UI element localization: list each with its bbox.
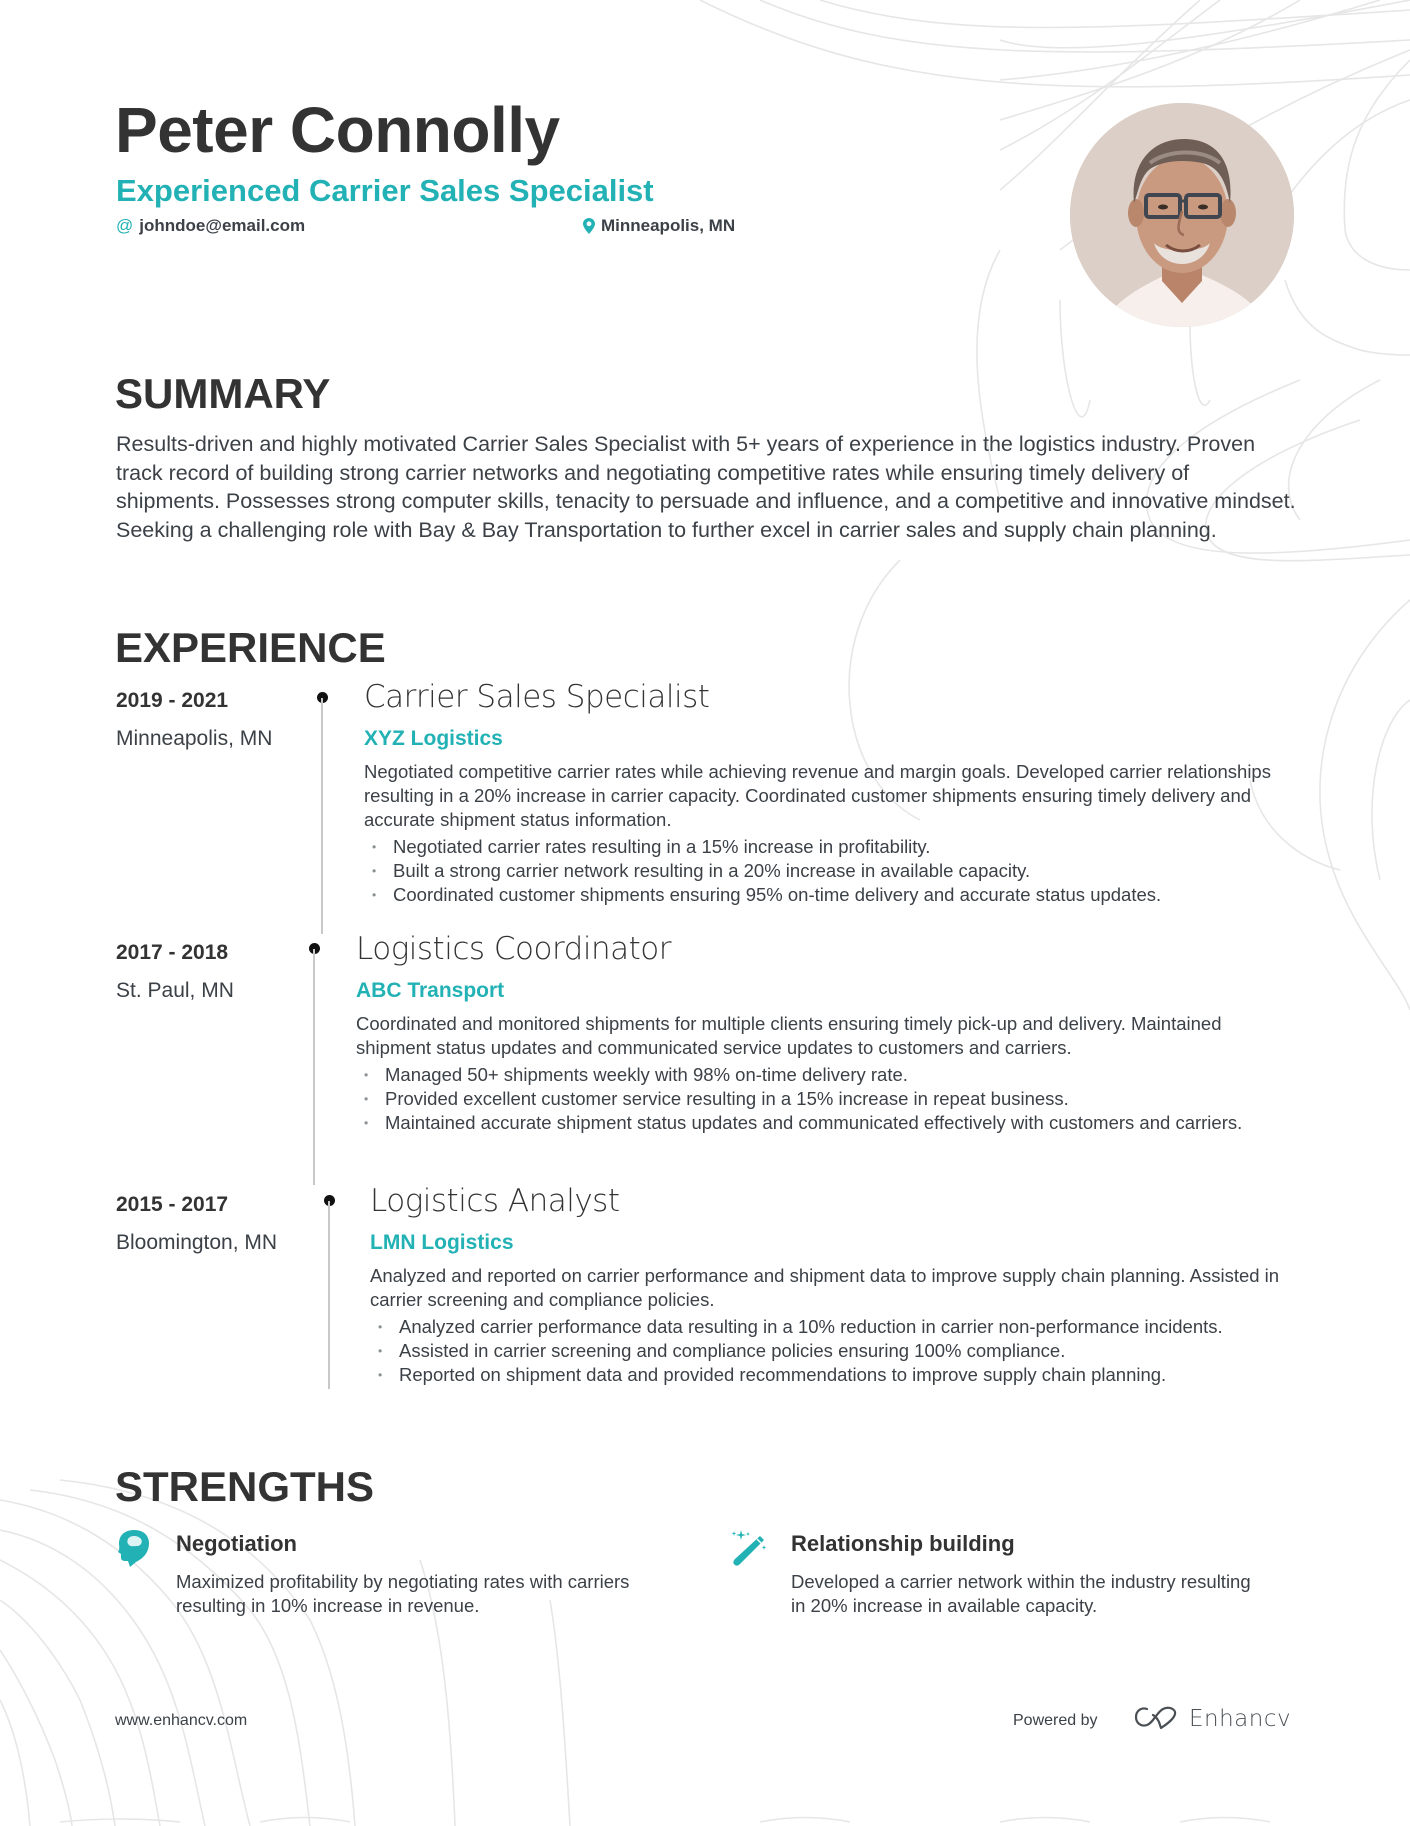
experience-dates: 2017 - 2018 bbox=[116, 941, 229, 964]
experience-location: Minneapolis, MN bbox=[116, 727, 273, 750]
timeline-line bbox=[313, 949, 315, 1185]
enhancv-brand-name: Enhancv bbox=[1189, 1706, 1292, 1732]
email-text: johndoe@email.com bbox=[139, 216, 306, 235]
powered-by-label: Powered by bbox=[1013, 1712, 1098, 1729]
experience-body bbox=[356, 931, 1286, 1135]
experience-dates: 2019 - 2021 bbox=[116, 689, 229, 712]
enhancv-brand[interactable] bbox=[1133, 1704, 1291, 1735]
strength-title: Relationship building bbox=[791, 1531, 1015, 1556]
job-description: Analyzed and reported on carrier performance and shipment data to improve supply chain planning. Assisted in carrier screening and compliance policies. bbox=[370, 1265, 1280, 1310]
timeline-line bbox=[328, 1201, 330, 1389]
achievement-item: • Provided excellent customer service resulting in a 15% increase in repeat business. bbox=[356, 1087, 1286, 1111]
job-description: Negotiated competitive carrier rates while achieving revenue and margin goals. Developed carrier relationships resulting in a 20% increase in carrier capacity. Coordinated customer shipments ensuring timely delivery and accurate shipment status information. bbox=[364, 761, 1271, 830]
job-description: Coordinated and monitored shipments for multiple clients ensuring timely pick-up and delivery. Maintained shipment status updates and communicated service updates to customers and carriers. bbox=[356, 1013, 1222, 1058]
candidate-name: Peter Connolly bbox=[115, 94, 560, 166]
achievement-item: • Assisted in carrier screening and compliance policies ensuring 100% compliance. bbox=[370, 1339, 1300, 1363]
experience-body bbox=[364, 679, 1284, 907]
contact-location bbox=[583, 217, 735, 234]
strength-description: Maximized profitability by negotiating rates with carriers resulting in 10% increase in revenue. bbox=[176, 1571, 630, 1616]
experience-location: Bloomington, MN bbox=[116, 1231, 278, 1254]
profile-photo bbox=[1070, 103, 1294, 327]
experience-location: St. Paul, MN bbox=[116, 979, 234, 1002]
achievement-item: • Analyzed carrier performance data resulting in a 10% reduction in carrier non-performance incidents. bbox=[370, 1315, 1300, 1339]
enhancv-logo-icon bbox=[1133, 1704, 1179, 1735]
at-icon: @ bbox=[116, 216, 134, 235]
summary-text: Results-driven and highly motivated Carrier Sales Specialist with 5+ years of experience in the logistics industry. Proven track record of building strong carrier networks and negotiating competitive rates while ensuring timely delivery of shipments. Possesses strong computer skills, tenacity to persuade and influence, and a competitive and innovative mindset. Seeking a challenging role with Bay & Bay Transportation to further excel in carrier sales and supply chain planning. bbox=[116, 432, 1296, 542]
job-title: Carrier Sales Specialist bbox=[364, 679, 710, 715]
portrait-illustration bbox=[1070, 103, 1294, 327]
experience-dates: 2015 - 2017 bbox=[116, 1193, 229, 1216]
achievement-item: • Negotiated carrier rates resulting in a 15% increase in profitability. bbox=[364, 835, 1284, 859]
head-brain-icon bbox=[116, 1528, 152, 1568]
job-title: Logistics Coordinator bbox=[356, 931, 671, 967]
strengths-heading: STRENGTHS bbox=[115, 1463, 375, 1510]
map-pin-icon bbox=[583, 218, 595, 234]
experience-body bbox=[370, 1183, 1300, 1387]
location-text: Minneapolis, MN bbox=[601, 216, 736, 235]
timeline-line bbox=[321, 698, 323, 934]
achievement-item: • Reported on shipment data and provided recommendations to improve supply chain planning. bbox=[370, 1363, 1300, 1387]
candidate-title: Experienced Carrier Sales Specialist bbox=[116, 173, 654, 208]
achievement-item: • Coordinated customer shipments ensuring 95% on-time delivery and accurate status updates. bbox=[364, 883, 1284, 907]
achievement-list bbox=[356, 1063, 1286, 1135]
company-name[interactable]: ABC Transport bbox=[356, 979, 505, 1002]
contact-email[interactable] bbox=[116, 217, 305, 234]
achievement-list bbox=[370, 1315, 1300, 1387]
achievement-list bbox=[364, 835, 1284, 907]
company-name[interactable]: LMN Logistics bbox=[370, 1231, 514, 1254]
experience-heading: EXPERIENCE bbox=[115, 624, 386, 671]
company-name[interactable]: XYZ Logistics bbox=[364, 727, 503, 750]
strength-title: Negotiation bbox=[176, 1531, 297, 1556]
achievement-item: • Built a strong carrier network resulting in a 20% increase in available capacity. bbox=[364, 859, 1284, 883]
job-title: Logistics Analyst bbox=[370, 1183, 620, 1219]
magic-wand-icon bbox=[731, 1528, 767, 1568]
achievement-item: • Maintained accurate shipment status updates and communicated effectively with customers and carriers. bbox=[356, 1111, 1286, 1135]
footer-website-link[interactable]: www.enhancv.com bbox=[115, 1712, 248, 1729]
strength-description: Developed a carrier network within the industry resulting in 20% increase in available capacity. bbox=[791, 1571, 1251, 1616]
summary-heading: SUMMARY bbox=[115, 370, 331, 417]
achievement-item: • Managed 50+ shipments weekly with 98% on-time delivery rate. bbox=[356, 1063, 1286, 1087]
